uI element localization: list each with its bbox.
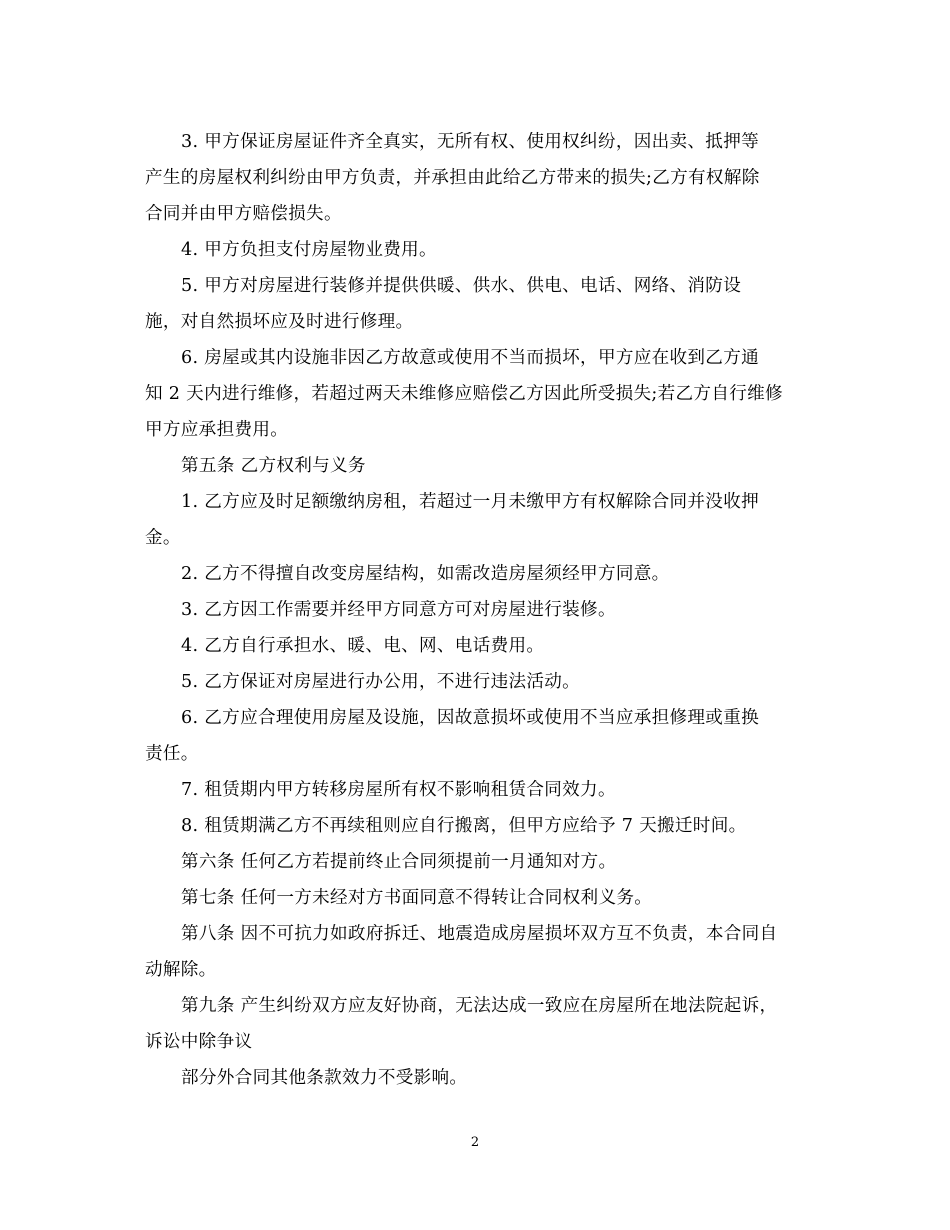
paragraph [145, 268, 810, 340]
paragraph [145, 124, 810, 232]
paragraph [145, 664, 810, 700]
paragraph [145, 844, 810, 880]
paragraph [145, 916, 810, 988]
paragraph-line: 3. 乙方因工作需要并经甲方同意方可对房屋进行装修。 [181, 600, 616, 620]
paragraph [145, 628, 810, 664]
paragraph [145, 880, 810, 916]
paragraph [145, 772, 810, 808]
paragraph-line: 6. 房屋或其内设施非因乙方故意或使用不当而损坏，甲方应在收到乙方通 [181, 348, 759, 368]
paragraph-line: 甲方应承担费用。 [145, 420, 289, 440]
paragraph [145, 448, 810, 484]
paragraph-line: 诉讼中除争议 [145, 1032, 253, 1052]
paragraph-line: 第六条 任何乙方若提前终止合同须提前一月通知对方。 [181, 852, 617, 872]
paragraph-line: 4. 乙方自行承担水、暖、电、网、电话费用。 [181, 636, 545, 656]
paragraph-line: 部分外合同其他条款效力不受影响。 [181, 1068, 468, 1088]
paragraph-line: 1. 乙方应及时足额缴纳房租，若超过一月未缴甲方有权解除合同并没收押 [181, 492, 759, 512]
paragraph-line: 产生的房屋权利纠纷由甲方负责，并承担由此给乙方带来的损失;乙方有权解除 [145, 168, 760, 188]
paragraph [145, 592, 810, 628]
paragraph [145, 232, 810, 268]
paragraph-line: 5. 乙方保证对房屋进行办公用，不进行违法活动。 [181, 672, 581, 692]
paragraph [145, 988, 810, 1060]
paragraph-line: 金。 [145, 528, 181, 548]
paragraph-line: 动解除。 [145, 960, 217, 980]
paragraph-line: 合同并由甲方赔偿损失。 [145, 204, 342, 224]
paragraph-line: 知 2 天内进行维修，若超过两天未维修应赔偿乙方因此所受损失;若乙方自行维修 [145, 384, 783, 404]
page-number: 2 [470, 1135, 480, 1150]
paragraph-line: 3. 甲方保证房屋证件齐全真实，无所有权、使用权纠纷，因出卖、抵押等 [181, 132, 759, 152]
paragraph [145, 484, 810, 556]
paragraph-line: 8. 租赁期满乙方不再续租则应自行搬离，但甲方应给予 7 天搬迁时间。 [181, 816, 747, 836]
document-body [145, 124, 810, 1096]
paragraph [145, 1060, 810, 1096]
paragraph [145, 700, 810, 772]
paragraph-line: 7. 租赁期内甲方转移房屋所有权不影响租赁合同效力。 [181, 780, 616, 800]
paragraph-line: 第九条 产生纠纷双方应友好协商，无法达成一致应在房屋所在地法院起诉， [181, 996, 778, 1016]
paragraph-line: 第七条 任何一方未经对方书面同意不得转让合同权利义务。 [181, 888, 653, 908]
paragraph [145, 340, 810, 448]
paragraph-line: 第五条 乙方权利与义务 [181, 456, 366, 476]
paragraph-line: 6. 乙方应合理使用房屋及设施，因故意损坏或使用不当应承担修理或重换 [181, 708, 759, 728]
paragraph-line: 施，对自然损坏应及时进行修理。 [145, 312, 414, 332]
paragraph [145, 808, 810, 844]
paragraph-line: 第八条 因不可抗力如政府拆迁、地震造成房屋损坏双方互不负责，本合同自 [181, 924, 778, 944]
paragraph-line: 5. 甲方对房屋进行装修并提供供暖、供水、供电、电话、网络、消防设 [181, 276, 742, 296]
paragraph [145, 556, 810, 592]
paragraph-line: 4. 甲方负担支付房屋物业费用。 [181, 240, 437, 260]
paragraph-line: 责任。 [145, 744, 199, 764]
paragraph-line: 2. 乙方不得擅自改变房屋结构，如需改造房屋须经甲方同意。 [181, 564, 670, 584]
